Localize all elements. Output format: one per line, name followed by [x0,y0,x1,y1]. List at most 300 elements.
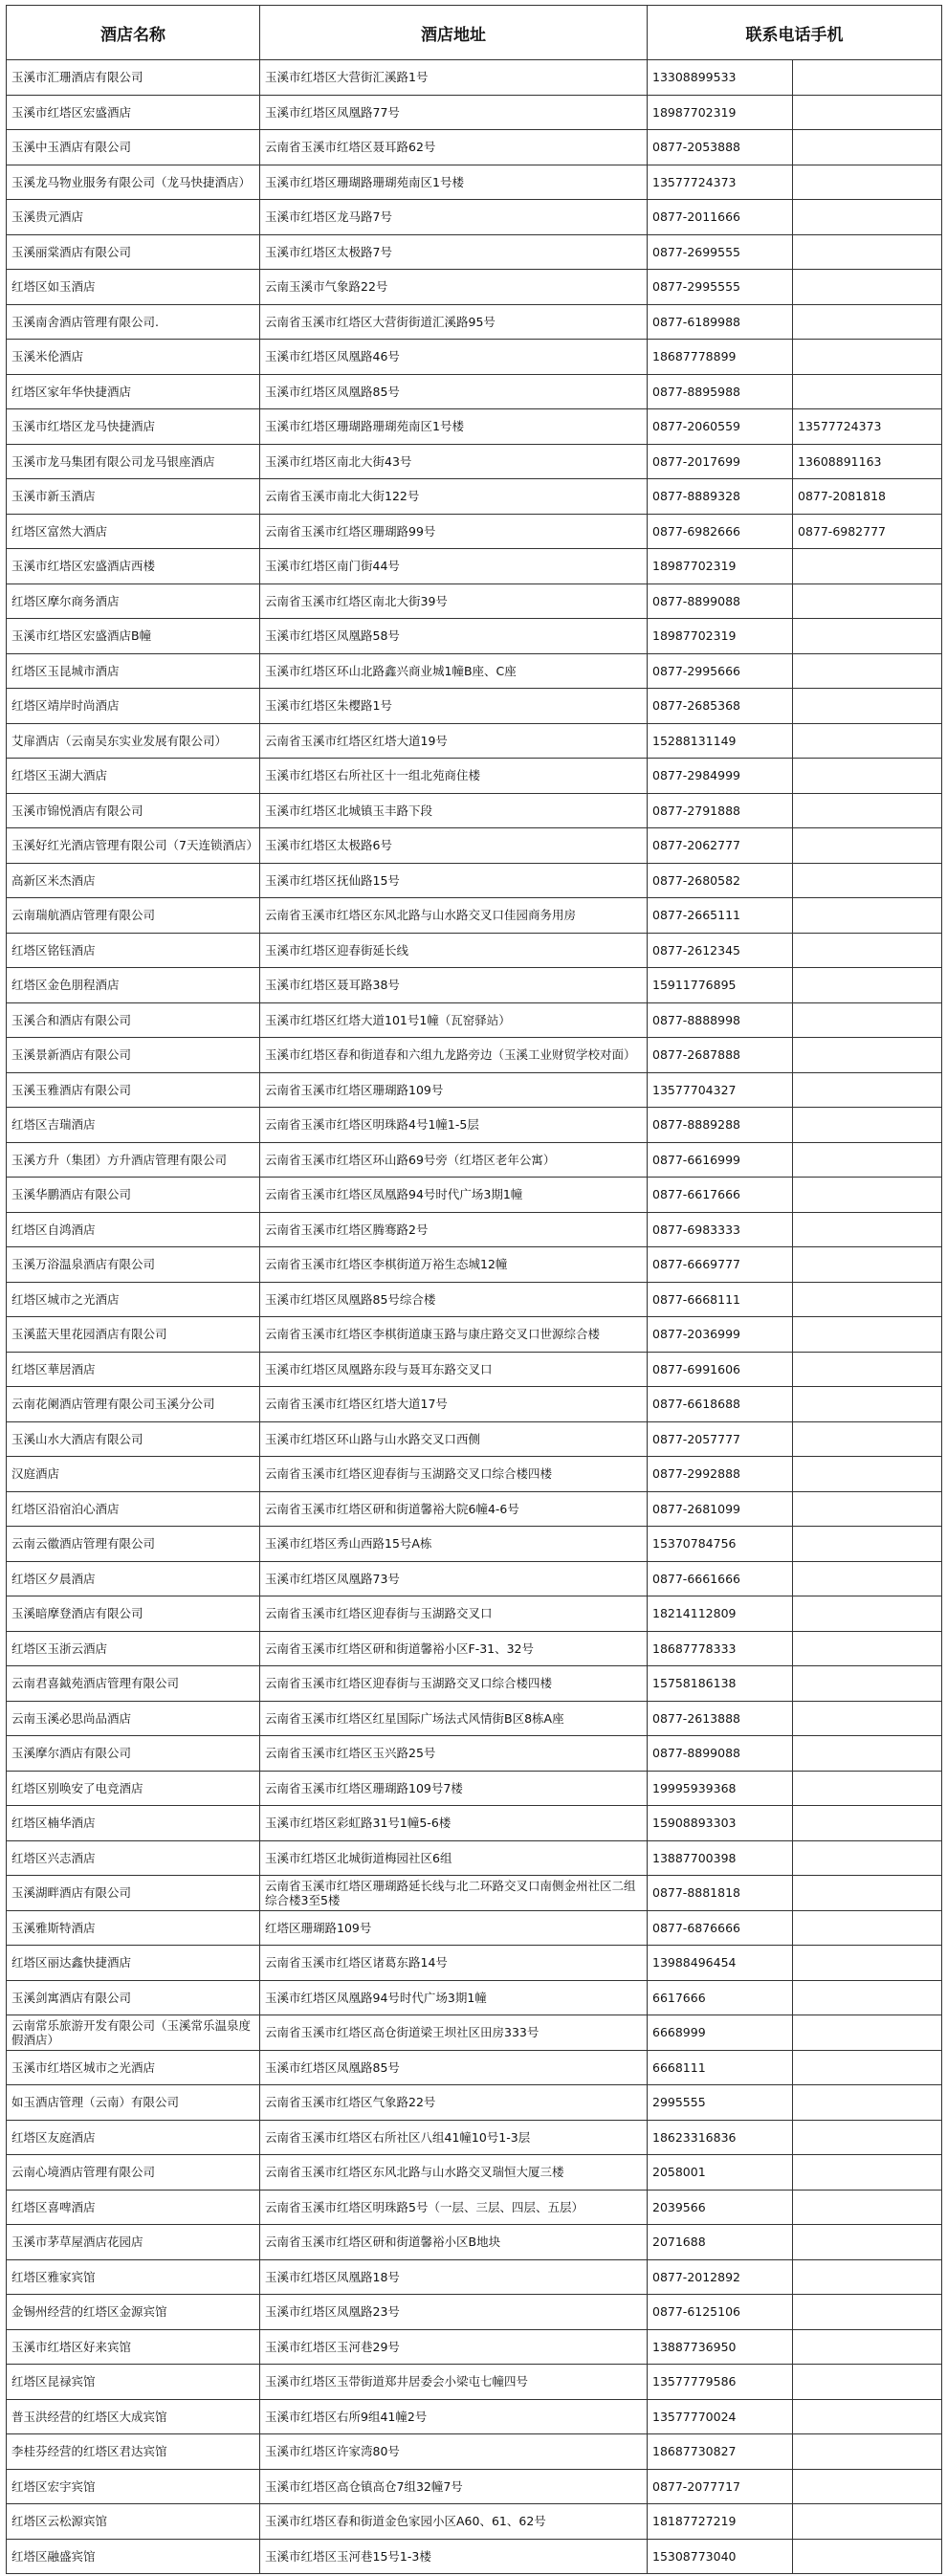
phone-cell: 0877-6618688 [648,1387,793,1422]
hotel-name-cell: 红塔区融盛宾馆 [7,2539,260,2574]
table-row [7,130,942,165]
phone-cell: 0877-6991606 [648,1352,793,1387]
phone-cell: 0877-6669777 [648,1247,793,1283]
phone-cell: 0877-2699555 [648,234,793,270]
hotel-name-cell: 玉溪剑寓酒店有限公司 [7,1980,260,2015]
phone-cell: 13577779586 [648,2365,793,2400]
hotel-address-cell: 玉溪市红塔区龙马路7号 [260,200,648,235]
hotel-address-cell: 玉溪市红塔区彩虹路31号1幢5-6楼 [260,1806,648,1841]
hotel-address-cell: 云南省玉溪市红塔区李棋街道康玉路与康庄路交叉口世源综合楼 [260,1317,648,1353]
mobile-cell [793,270,942,305]
table-row [7,1736,942,1772]
table-row [7,759,942,794]
table-row [7,409,942,445]
mobile-cell [793,1840,942,1876]
table-row [7,1561,942,1596]
mobile-cell [793,2085,942,2121]
phone-cell: 18987702319 [648,619,793,654]
hotel-address-cell: 玉溪市红塔区凤凰路94号时代广场3期1幢 [260,1980,648,2015]
hotel-address-cell: 云南省玉溪市红塔区明珠路5号（一层、三层、四层、五层） [260,2190,648,2225]
hotel-name-cell: 玉溪市龙马集团有限公司龙马银座酒店 [7,444,260,479]
hotel-address-cell: 玉溪市红塔区凤凰路58号 [260,619,648,654]
hotel-address-cell: 云南省玉溪市红塔区迎春街与玉湖路交叉口 [260,1596,648,1632]
phone-cell: 13577770024 [648,2399,793,2434]
phone-cell: 19995939368 [648,1771,793,1806]
table-row [7,1247,942,1283]
mobile-cell [793,1142,942,1178]
mobile-cell [793,1980,942,2015]
table-row [7,2155,942,2191]
hotel-address-cell: 云南省玉溪市红塔区研和街道馨裕小区F-31、32号 [260,1631,648,1666]
table-row [7,165,942,200]
phone-cell: 0877-8881818 [648,1876,793,1911]
hotel-name-cell: 红塔区雅家宾馆 [7,2259,260,2295]
hotel-name-cell: 红塔区沿宿泊心酒店 [7,1491,260,1527]
phone-cell: 0877-8889328 [648,479,793,515]
hotel-name-cell: 玉溪市红塔区宏盛酒店 [7,95,260,130]
table-row [7,1946,942,1981]
hotel-address-cell: 云南省玉溪市红塔区凤凰路94号时代广场3期1幢 [260,1178,648,1213]
mobile-cell: 13577724373 [793,409,942,445]
hotel-name-cell: 玉溪湖畔酒店有限公司 [7,1876,260,1911]
hotel-name-cell: 红塔区兴志酒店 [7,1840,260,1876]
hotel-address-cell: 玉溪市红塔区北城镇玉丰路下段 [260,793,648,828]
hotel-name-cell: 玉溪中玉酒店有限公司 [7,130,260,165]
mobile-cell [793,2120,942,2155]
hotel-name-cell: 高新区米杰酒店 [7,863,260,898]
table-row [7,2225,942,2260]
phone-cell: 13887736950 [648,2329,793,2365]
mobile-cell [793,1736,942,1772]
phone-cell: 15308773040 [648,2539,793,2574]
hotel-address-cell: 玉溪市红塔区朱樱路1号 [260,689,648,724]
phone-cell: 2995555 [648,2085,793,2121]
mobile-cell [793,549,942,584]
phone-cell: 0877-6617666 [648,1178,793,1213]
mobile-cell [793,863,942,898]
hotel-address-cell: 云南省玉溪市红塔区环山路69号旁（红塔区老年公寓） [260,1142,648,1178]
hotel-address-cell: 玉溪市红塔区右所社区十一组北苑商住楼 [260,759,648,794]
hotel-name-cell: 红塔区玉昆城市酒店 [7,653,260,689]
mobile-cell [793,1876,942,1911]
hotel-address-cell: 玉溪市红塔区环山北路鑫兴商业城1幢B座、C座 [260,653,648,689]
hotel-address-cell: 玉溪市红塔区南北大街43号 [260,444,648,479]
mobile-cell [793,2539,942,2574]
hotel-name-cell: 玉溪方升（集团）方升酒店管理有限公司 [7,1142,260,1178]
phone-cell: 13577704327 [648,1072,793,1108]
phone-cell: 0877-6661666 [648,1561,793,1596]
mobile-cell [793,653,942,689]
mobile-cell [793,1527,942,1562]
phone-cell: 2039566 [648,2190,793,2225]
hotel-address-cell: 云南省玉溪市红塔区东风北路与山水路交叉瑞恒大厦三楼 [260,2155,648,2191]
hotel-address-cell: 玉溪市红塔区聂耳路38号 [260,968,648,1003]
phone-cell: 18987702319 [648,549,793,584]
hotel-address-cell: 玉溪市红塔区春和街道春和六组九龙路旁边（玉溪工业财贸学校对面） [260,1038,648,1073]
table-row [7,1457,942,1492]
hotel-address-cell: 玉溪市红塔区许家湾80号 [260,2434,648,2470]
table-row [7,270,942,305]
mobile-cell [793,828,942,864]
hotel-name-cell: 玉溪市红塔区宏盛酒店西楼 [7,549,260,584]
hotel-name-cell: 红塔区云松源宾馆 [7,2504,260,2540]
phone-cell: 0877-2036999 [648,1317,793,1353]
phone-cell: 18687778333 [648,1631,793,1666]
table-row [7,1596,942,1632]
phone-cell: 18687730827 [648,2434,793,2470]
header-phone: 联系电话手机 [648,6,942,60]
mobile-cell [793,933,942,968]
hotel-address-cell: 玉溪市红塔区春和街道金色家园小区A60、61、62号 [260,2504,648,2540]
hotel-address-cell: 玉溪市红塔区凤凰路85号 [260,2050,648,2085]
hotel-name-cell: 红塔区友庭酒店 [7,2120,260,2155]
mobile-cell [793,2329,942,2365]
hotel-address-cell: 玉溪市红塔区迎春街延长线 [260,933,648,968]
hotel-name-cell: 玉溪好红光酒店管理有限公司（7天连锁酒店） [7,828,260,864]
phone-cell: 15908893303 [648,1806,793,1841]
phone-cell: 0877-6982666 [648,514,793,549]
hotel-name-cell: 普玉洪经营的红塔区大成宾馆 [7,2399,260,2434]
table-row [7,234,942,270]
hotel-list-page [6,5,941,2574]
phone-cell: 6617666 [648,1980,793,2015]
hotel-name-cell: 红塔区城市之光酒店 [7,1282,260,1317]
phone-cell: 0877-2011666 [648,200,793,235]
table-row [7,1806,942,1841]
mobile-cell [793,1317,942,1353]
hotel-name-cell: 红塔区楠华酒店 [7,1806,260,1841]
hotel-name-cell: 红塔区金色朋程酒店 [7,968,260,1003]
hotel-address-cell: 玉溪市红塔区红塔大道101号1幢（瓦窑驿站） [260,1002,648,1038]
table-row [7,2190,942,2225]
mobile-cell [793,689,942,724]
phone-cell: 0877-6983333 [648,1212,793,1247]
phone-cell: 0877-8895988 [648,374,793,409]
hotel-name-cell: 红塔区别唤安了电竞酒店 [7,1771,260,1806]
phone-cell: 0877-8899088 [648,583,793,619]
phone-cell: 13887700398 [648,1840,793,1876]
hotel-name-cell: 红塔区摩尔商务酒店 [7,583,260,619]
hotel-address-cell: 云南省玉溪市红塔区东风北路与山水路交叉口佳园商务用房 [260,898,648,934]
phone-cell: 0877-2613888 [648,1701,793,1736]
table-row [7,968,942,1003]
hotel-name-cell: 玉溪丽棠酒店有限公司 [7,234,260,270]
table-row [7,2504,942,2540]
phone-cell: 0877-8889288 [648,1108,793,1143]
hotel-address-cell: 玉溪市红塔区凤凰路77号 [260,95,648,130]
mobile-cell [793,1806,942,1841]
hotel-address-cell: 红塔区珊瑚路109号 [260,1910,648,1946]
table-row [7,2085,942,2121]
mobile-cell [793,95,942,130]
mobile-cell [793,1457,942,1492]
hotel-name-cell: 玉溪米伦酒店 [7,340,260,375]
mobile-cell [793,898,942,934]
mobile-cell [793,1421,942,1457]
phone-cell: 0877-6876666 [648,1910,793,1946]
table-row [7,1840,942,1876]
table-row [7,1282,942,1317]
hotel-name-cell: 玉溪市茅草屋酒店花园店 [7,2225,260,2260]
mobile-cell: 0877-6982777 [793,514,942,549]
mobile-cell [793,1491,942,1527]
table-row [7,1980,942,2015]
hotel-address-cell: 玉溪市红塔区秀山西路15号A栋 [260,1527,648,1562]
phone-cell: 15370784756 [648,1527,793,1562]
phone-cell: 15288131149 [648,723,793,759]
table-row [7,2399,942,2434]
mobile-cell [793,2295,942,2330]
mobile-cell [793,1946,942,1981]
header-hotel-name: 酒店名称 [7,6,260,60]
phone-cell: 13577724373 [648,165,793,200]
mobile-cell [793,583,942,619]
hotel-name-cell: 红塔区自鸿酒店 [7,1212,260,1247]
table-row [7,1002,942,1038]
table-row [7,653,942,689]
hotel-address-cell: 玉溪市红塔区太极路7号 [260,234,648,270]
hotel-name-cell: 李桂芬经营的红塔区君达宾馆 [7,2434,260,2470]
phone-cell: 0877-2995666 [648,653,793,689]
phone-cell: 0877-2681099 [648,1491,793,1527]
hotel-name-cell: 云南花阑酒店管理有限公司玉溪分公司 [7,1387,260,1422]
mobile-cell [793,304,942,340]
phone-cell: 13308899533 [648,60,793,96]
hotel-name-cell: 红塔区昆禄宾馆 [7,2365,260,2400]
hotel-address-cell: 玉溪市红塔区玉河巷29号 [260,2329,648,2365]
hotel-name-cell: 玉溪市红塔区好来宾馆 [7,2329,260,2365]
table-row [7,828,942,864]
hotel-name-cell: 红塔区玉湖大酒店 [7,759,260,794]
hotel-address-cell: 玉溪市红塔区珊瑚路珊瑚苑南区1号楼 [260,409,648,445]
hotel-name-cell: 如玉酒店管理（云南）有限公司 [7,2085,260,2121]
phone-cell: 0877-2060559 [648,409,793,445]
hotel-name-cell: 艾扉酒店（云南吴东实业发展有限公司） [7,723,260,759]
mobile-cell [793,1561,942,1596]
mobile-cell [793,1247,942,1283]
hotel-name-cell: 玉溪暗摩登酒店有限公司 [7,1596,260,1632]
phone-cell: 18687778899 [648,340,793,375]
mobile-cell [793,2504,942,2540]
hotel-address-cell: 云南省玉溪市红塔区珊瑚路109号7楼 [260,1771,648,1806]
hotel-name-cell: 玉溪龙马物业服务有限公司（龙马快捷酒店） [7,165,260,200]
phone-cell: 0877-2995555 [648,270,793,305]
hotel-address-cell: 云南省玉溪市红塔区诸葛东路14号 [260,1946,648,1981]
phone-cell: 0877-2053888 [648,130,793,165]
phone-cell: 0877-2984999 [648,759,793,794]
table-row [7,1038,942,1073]
mobile-cell [793,2225,942,2260]
table-row [7,1212,942,1247]
table-row [7,1178,942,1213]
hotel-address-cell: 云南省玉溪市红塔区迎春街与玉湖路交叉口综合楼四楼 [260,1666,648,1702]
phone-cell: 18987702319 [648,95,793,130]
table-row [7,549,942,584]
table-row [7,200,942,235]
hotel-name-cell: 红塔区铭钰酒店 [7,933,260,968]
hotel-address-cell: 玉溪市红塔区凤凰路85号 [260,374,648,409]
hotel-address-cell: 云南省玉溪市红塔区迎春街与玉湖路交叉口综合楼四楼 [260,1457,648,1492]
table-row [7,689,942,724]
hotel-address-cell: 云南省玉溪市红塔区右所社区八组41幢10号1-3层 [260,2120,648,2155]
hotel-address-cell: 玉溪市红塔区抚仙路15号 [260,863,648,898]
phone-cell: 0877-8899088 [648,1736,793,1772]
hotel-name-cell: 云南玉溪必思尚品酒店 [7,1701,260,1736]
mobile-cell [793,2190,942,2225]
hotel-name-cell: 红塔区家年华快捷酒店 [7,374,260,409]
table-row [7,1631,942,1666]
hotel-name-cell: 红塔区如玉酒店 [7,270,260,305]
hotel-name-cell: 云南心境酒店管理有限公司 [7,2155,260,2191]
phone-cell: 0877-2017699 [648,444,793,479]
hotel-name-cell: 红塔区吉瑞酒店 [7,1108,260,1143]
mobile-cell [793,968,942,1003]
mobile-cell [793,1352,942,1387]
table-row [7,2539,942,2574]
mobile-cell [793,1002,942,1038]
hotel-address-cell: 云南省玉溪市红塔区气象路22号 [260,2085,648,2121]
mobile-cell [793,1108,942,1143]
hotel-name-cell: 云南常乐旅游开发有限公司（玉溪常乐温泉度假酒店） [7,2015,260,2051]
mobile-cell [793,60,942,96]
hotel-name-cell: 玉溪南舍酒店管理有限公司. [7,304,260,340]
mobile-cell [793,2050,942,2085]
hotel-name-cell: 玉溪华鹏酒店有限公司 [7,1178,260,1213]
table-row [7,2259,942,2295]
mobile-cell [793,200,942,235]
mobile-cell [793,1910,942,1946]
phone-cell: 2071688 [648,2225,793,2260]
hotel-name-cell: 红塔区富然大酒店 [7,514,260,549]
hotel-address-cell: 玉溪市红塔区北城街道梅园社区6组 [260,1840,648,1876]
mobile-cell [793,723,942,759]
hotel-address-cell: 云南省玉溪市红塔区珊瑚路延长线与北二环路交叉口南侧金州社区二组综合楼3至5楼 [260,1876,648,1911]
table-row [7,863,942,898]
hotel-address-cell: 云南省玉溪市南北大街122号 [260,479,648,515]
table-row [7,583,942,619]
hotel-name-cell: 玉溪市红塔区龙马快捷酒店 [7,409,260,445]
hotel-address-cell: 玉溪市红塔区玉河巷15号1-3楼 [260,2539,648,2574]
mobile-cell [793,2015,942,2051]
header-hotel-address: 酒店地址 [260,6,648,60]
hotel-address-cell: 玉溪市红塔区大营街汇溪路1号 [260,60,648,96]
hotel-address-cell: 玉溪市红塔区右所9组41幢2号 [260,2399,648,2434]
mobile-cell [793,619,942,654]
hotel-name-cell: 金锡州经营的红塔区金源宾馆 [7,2295,260,2330]
mobile-cell: 13608891163 [793,444,942,479]
table-row [7,2120,942,2155]
table-row [7,1108,942,1143]
mobile-cell [793,2399,942,2434]
hotel-address-cell: 云南省玉溪市红塔区聂耳路62号 [260,130,648,165]
table-row [7,2050,942,2085]
table-row [7,1527,942,1562]
hotel-name-cell: 玉溪市锦悦酒店有限公司 [7,793,260,828]
hotel-name-cell: 红塔区丽达鑫快捷酒店 [7,1946,260,1981]
hotel-name-cell: 云南瑞航酒店管理有限公司 [7,898,260,934]
mobile-cell [793,1072,942,1108]
mobile-cell [793,1701,942,1736]
table-row [7,933,942,968]
table-row [7,619,942,654]
phone-cell: 0877-2612345 [648,933,793,968]
table-row [7,95,942,130]
mobile-cell [793,1282,942,1317]
header-row [7,6,942,60]
table-row [7,1666,942,1702]
phone-cell: 0877-2992888 [648,1457,793,1492]
table-row [7,1421,942,1457]
phone-cell: 0877-2791888 [648,793,793,828]
table-row [7,374,942,409]
table-row [7,444,942,479]
mobile-cell [793,165,942,200]
hotel-address-cell: 云南省玉溪市红塔区红星国际广场法式风情街B区8栋A座 [260,1701,648,1736]
phone-cell: 0877-2062777 [648,828,793,864]
phone-cell: 0877-6125106 [648,2295,793,2330]
phone-cell: 0877-2012892 [648,2259,793,2295]
hotel-address-cell: 云南省玉溪市红塔区南北大街39号 [260,583,648,619]
table-row [7,1491,942,1527]
mobile-cell [793,1666,942,1702]
hotel-name-cell: 玉溪山水大酒店有限公司 [7,1421,260,1457]
mobile-cell [793,759,942,794]
hotel-name-cell: 玉溪摩尔酒店有限公司 [7,1736,260,1772]
phone-cell: 0877-2685368 [648,689,793,724]
hotel-name-cell: 红塔区喜啤酒店 [7,2190,260,2225]
mobile-cell [793,374,942,409]
hotel-address-cell: 玉溪市红塔区珊瑚路珊瑚苑南区1号楼 [260,165,648,200]
hotel-name-cell: 玉溪市红塔区城市之光酒店 [7,2050,260,2085]
phone-cell: 18187727219 [648,2504,793,2540]
table-row [7,1701,942,1736]
table-row [7,60,942,96]
hotel-address-cell: 玉溪市红塔区凤凰路23号 [260,2295,648,2330]
table-row [7,2365,942,2400]
mobile-cell [793,1631,942,1666]
hotel-address-cell: 云南省玉溪市红塔区珊瑚路109号 [260,1072,648,1108]
mobile-cell: 0877-2081818 [793,479,942,515]
hotel-table [6,5,942,2574]
phone-cell: 18623316836 [648,2120,793,2155]
table-row [7,1876,942,1911]
phone-cell: 0877-2057777 [648,1421,793,1457]
mobile-cell [793,1178,942,1213]
table-row [7,2295,942,2330]
table-row [7,304,942,340]
hotel-address-cell: 云南省玉溪市红塔区明珠路4号1幢1-5层 [260,1108,648,1143]
mobile-cell [793,1212,942,1247]
hotel-address-cell: 云南省玉溪市红塔区红塔大道19号 [260,723,648,759]
mobile-cell [793,2365,942,2400]
table-row [7,2469,942,2504]
hotel-address-cell: 玉溪市红塔区环山路与山水路交叉口西侧 [260,1421,648,1457]
mobile-cell [793,793,942,828]
hotel-name-cell: 红塔区夕晨酒店 [7,1561,260,1596]
hotel-address-cell: 云南省玉溪市红塔区研和街道馨裕小区B地块 [260,2225,648,2260]
hotel-address-cell: 玉溪市红塔区凤凰路73号 [260,1561,648,1596]
hotel-address-cell: 云南省玉溪市红塔区李棋街道万裕生态城12幢 [260,1247,648,1283]
table-row [7,1910,942,1946]
table-row [7,1142,942,1178]
mobile-cell [793,340,942,375]
table-row [7,479,942,515]
hotel-name-cell: 红塔区玉浙云酒店 [7,1631,260,1666]
table-row [7,1771,942,1806]
mobile-cell [793,1038,942,1073]
phone-cell: 0877-6189988 [648,304,793,340]
hotel-name-cell: 玉溪贵元酒店 [7,200,260,235]
